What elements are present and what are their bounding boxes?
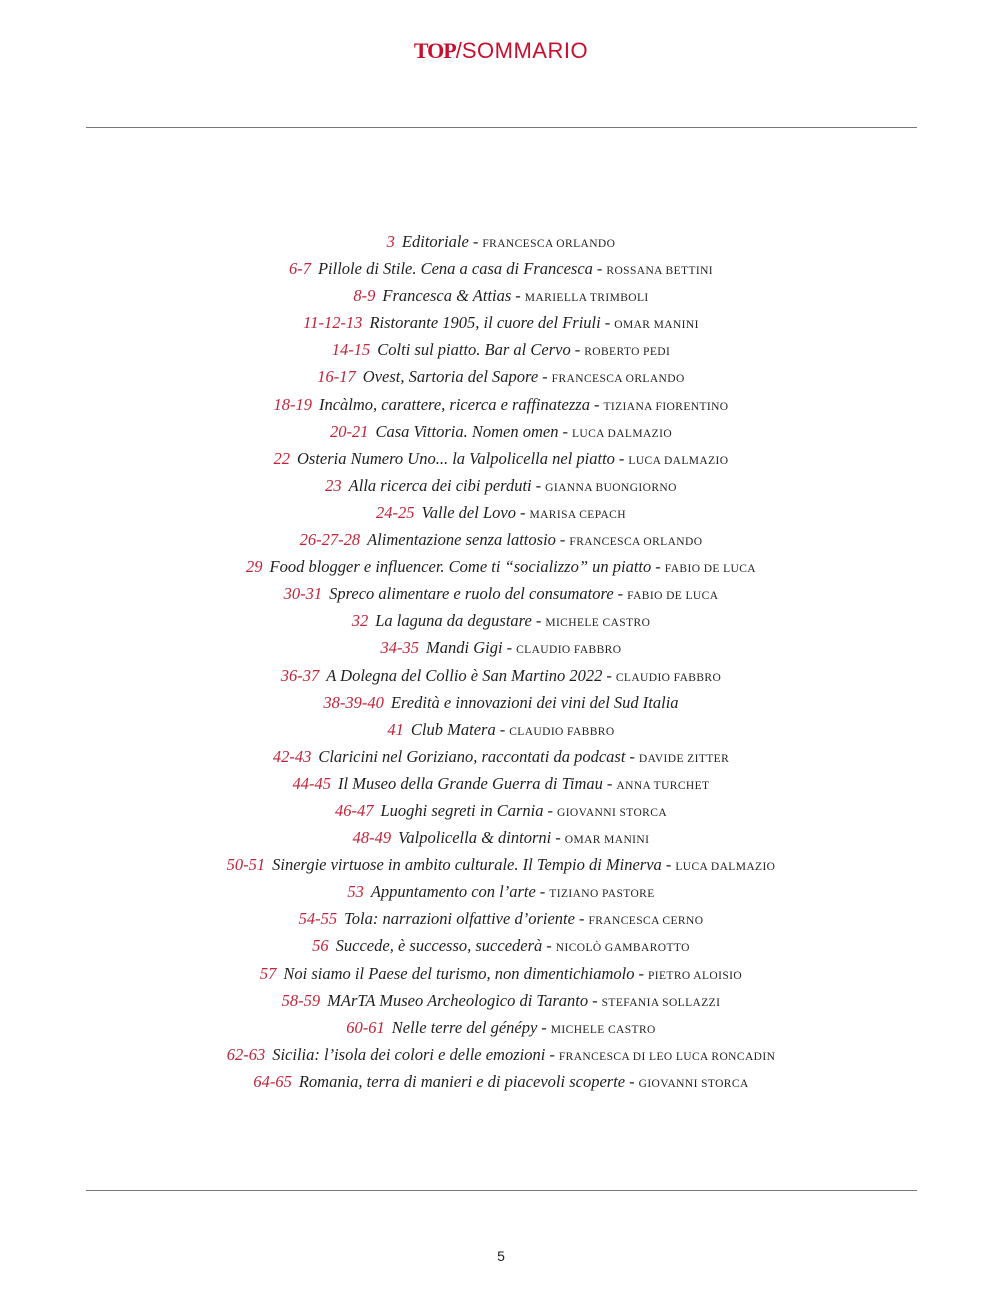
toc-separator: - (604, 313, 611, 333)
toc-article-title: Pillole di Stile. Cena a casa di Francesca (317, 259, 593, 279)
toc-author: FRANCESCA CERNO (588, 915, 704, 928)
toc-page-ref: 58-59 (281, 990, 321, 1010)
toc-author: LUCA DALMAZIO (675, 861, 776, 874)
toc-article-title: Casa Vittoria. Nomen omen (375, 421, 559, 441)
toc-article-title: Nelle terre del génépy (391, 1017, 538, 1037)
toc-separator: - (574, 340, 581, 360)
toc-entry (0, 580, 1002, 607)
toc-article-title: Tola: narrazioni olfattive d’oriente (344, 909, 575, 929)
toc-author: FRANCESCA DI LEO LUCA RONCADIN (558, 1050, 776, 1063)
toc-page-ref: 42-43 (272, 746, 312, 766)
toc-separator: - (559, 530, 566, 550)
toc-separator: - (515, 286, 521, 306)
toc-separator: - (638, 963, 644, 983)
brand-logo: TOP (413, 38, 456, 63)
toc-page-ref: 14-15 (331, 340, 371, 360)
toc-entry (0, 309, 1002, 336)
toc-author: GIOVANNI STORCA (556, 806, 668, 819)
toc-entry (0, 228, 1002, 255)
toc-page-ref: 22 (273, 448, 290, 468)
toc-entry (0, 363, 1002, 390)
toc-page-ref: 62-63 (226, 1044, 266, 1064)
toc-entry (0, 905, 1002, 932)
toc-page-ref: 11-12-13 (303, 313, 363, 333)
toc-separator: - (606, 665, 612, 685)
toc-page-ref: 36-37 (280, 665, 320, 685)
toc-author: FRANCESCA ORLANDO (551, 373, 685, 386)
toc-page-ref: 30-31 (283, 584, 323, 604)
toc-entry (0, 932, 1002, 959)
toc-article-title: Claricini nel Goriziano, raccontati da podcast (318, 746, 626, 766)
toc-author: DAVIDE ZITTER (638, 752, 730, 765)
toc-entry (0, 770, 1002, 797)
toc-entry (0, 824, 1002, 851)
toc-author: LUCA DALMAZIO (628, 454, 729, 467)
toc-page-ref: 18-19 (273, 394, 312, 414)
table-of-contents (0, 228, 1002, 1095)
toc-article-title: Noi siamo il Paese del turismo, non dimentichiamolo (283, 963, 635, 983)
top-divider (86, 127, 917, 128)
toc-separator: - (596, 259, 603, 279)
toc-page-ref: 50-51 (226, 855, 266, 875)
toc-article-title: MArTA Museo Archeologico di Taranto (327, 990, 589, 1010)
toc-page-ref: 3 (386, 232, 395, 251)
toc-separator: - (541, 1017, 547, 1037)
toc-page-ref: 48-49 (352, 828, 392, 848)
toc-separator: - (655, 557, 661, 577)
toc-article-title: Sinergie virtuose in ambito culturale. Il Tempio di Minerva (272, 855, 662, 875)
toc-separator: - (617, 584, 624, 604)
toc-author: ROBERTO PEDI (584, 346, 671, 359)
toc-article-title: Editoriale (401, 232, 469, 251)
toc-separator: - (618, 448, 625, 468)
toc-author: ROSSANA BETTINI (606, 265, 714, 278)
toc-separator: - (506, 638, 513, 658)
toc-separator: - (547, 800, 553, 820)
toc-author: MARISA CEPACH (529, 508, 626, 521)
toc-page-ref: 38-39-40 (323, 692, 384, 712)
toc-author: LUCA DALMAZIO (571, 427, 673, 440)
toc-separator: - (629, 1071, 635, 1091)
toc-entry (0, 445, 1002, 472)
toc-separator: - (549, 1044, 555, 1064)
toc-separator: - (539, 882, 546, 902)
toc-author: FRANCESCA ORLANDO (482, 238, 616, 250)
toc-page-ref: 34-35 (380, 638, 420, 658)
toc-author: GIANNA BUONGIORNO (545, 481, 677, 494)
toc-entry (0, 391, 1002, 418)
toc-page-ref: 24-25 (376, 502, 415, 522)
toc-entry (0, 797, 1002, 824)
toc-entry (0, 1041, 1002, 1068)
toc-author: MICHELE CASTRO (545, 617, 651, 630)
toc-article-title: A Dolegna del Collio è San Martino 2022 (326, 665, 603, 685)
toc-separator: - (535, 611, 542, 631)
toc-page-ref: 8-9 (353, 286, 376, 306)
toc-page-ref: 53 (347, 882, 364, 902)
toc-entry (0, 689, 1002, 716)
toc-entry (0, 987, 1002, 1014)
toc-separator: - (535, 475, 542, 495)
toc-author: CLAUDIO FABBRO (509, 725, 615, 738)
toc-author: FABIO DE LUCA (664, 563, 757, 576)
toc-article-title: Succede, è successo, succederà (335, 936, 543, 956)
toc-separator: - (499, 719, 506, 739)
toc-article-title: Sicilia: l’isola dei colori e delle emozioni (272, 1044, 546, 1064)
toc-article-title: Club Matera (410, 719, 496, 739)
section-title: SOMMARIO (461, 38, 589, 63)
toc-entry (0, 418, 1002, 445)
toc-author: ANNA TURCHET (616, 779, 710, 792)
toc-page-ref: 26-27-28 (299, 530, 361, 550)
toc-article-title: Food blogger e influencer. Come ti “socializzo” un piatto (269, 557, 652, 577)
toc-article-title: Ovest, Sartoria del Sapore (362, 367, 539, 387)
toc-page-ref: 23 (325, 475, 342, 495)
toc-page-ref: 6-7 (288, 259, 311, 279)
toc-author: MICHELE CASTRO (550, 1023, 656, 1036)
toc-author: GIOVANNI STORCA (638, 1077, 749, 1090)
toc-page-ref: 29 (245, 557, 263, 577)
toc-entry (0, 960, 1002, 987)
toc-article-title: Spreco alimentare e ruolo del consumatore (329, 584, 614, 604)
toc-entry (0, 553, 1002, 580)
toc-separator: - (546, 936, 552, 956)
toc-entry (0, 336, 1002, 363)
page-header (0, 36, 1002, 66)
toc-separator: - (542, 367, 548, 387)
toc-page-ref: 44-45 (292, 773, 331, 793)
toc-entry (0, 851, 1002, 878)
toc-separator: - (578, 909, 585, 929)
toc-author: TIZIANA FIORENTINO (603, 400, 729, 413)
toc-separator: - (562, 421, 568, 441)
toc-article-title: Incàlmo, carattere, ricerca e raffinatezza (318, 394, 590, 414)
toc-entry (0, 743, 1002, 770)
toc-separator: - (665, 855, 672, 875)
toc-separator: - (593, 394, 600, 414)
toc-article-title: Romania, terra di manieri e di piacevoli scoperte (298, 1071, 626, 1091)
toc-article-title: Ristorante 1905, il cuore del Friuli (369, 313, 601, 333)
toc-author: NICOLÒ GAMBAROTTO (555, 942, 690, 955)
toc-page-ref: 60-61 (346, 1017, 385, 1037)
toc-entry (0, 1014, 1002, 1041)
toc-author: CLAUDIO FABBRO (516, 644, 622, 657)
toc-article-title: La laguna da degustare (375, 611, 532, 631)
toc-article-title: Valpolicella & dintorni (398, 828, 552, 848)
toc-entry (0, 662, 1002, 689)
toc-separator: - (519, 502, 526, 522)
toc-author: TIZIANO PASTORE (549, 888, 655, 901)
toc-page-ref: 16-17 (317, 367, 356, 387)
toc-page-ref: 32 (351, 611, 369, 631)
page-number: 5 (497, 1248, 505, 1264)
toc-entry (0, 716, 1002, 743)
toc-separator: - (472, 232, 479, 251)
toc-entry (0, 607, 1002, 634)
toc-separator: - (555, 828, 561, 848)
toc-entry (0, 878, 1002, 905)
toc-author: OMAR MANINI (564, 834, 650, 847)
bottom-divider (86, 1190, 917, 1191)
toc-page-ref: 20-21 (329, 421, 369, 441)
toc-author: FRANCESCA ORLANDO (569, 536, 703, 549)
toc-page-ref: 57 (259, 963, 277, 983)
toc-page-ref: 64-65 (253, 1071, 292, 1091)
toc-article-title: Osteria Numero Uno... la Valpolicella nel piatto (297, 448, 615, 468)
toc-separator: - (606, 773, 613, 793)
toc-page-ref: 41 (387, 719, 404, 739)
toc-author: OMAR MANINI (614, 319, 699, 332)
toc-article-title: Appuntamento con l’arte (370, 882, 536, 902)
toc-page-ref: 56 (312, 936, 329, 956)
toc-page-ref: 54-55 (298, 909, 338, 929)
toc-author: CLAUDIO FABBRO (615, 671, 722, 684)
toc-article-title: Il Museo della Grande Guerra di Timau (338, 773, 603, 793)
toc-article-title: Eredità e innovazioni dei vini del Sud Italia (390, 692, 679, 712)
toc-author: PIETRO ALOISIO (647, 969, 743, 982)
toc-article-title: Valle del Lovo (421, 502, 516, 522)
toc-article-title: Luoghi segreti in Carnia (380, 800, 544, 820)
toc-article-title: Alimentazione senza lattosio (367, 530, 556, 550)
toc-separator: - (592, 990, 598, 1010)
toc-entry (0, 499, 1002, 526)
toc-entry (0, 526, 1002, 553)
toc-article-title: Francesca & Attias (382, 286, 512, 306)
toc-separator: - (629, 746, 635, 766)
toc-article-title: Alla ricerca dei cibi perduti (348, 475, 532, 495)
toc-article-title: Colti sul piatto. Bar al Cervo (377, 340, 571, 360)
toc-author: MARIELLA TRIMBOLI (524, 292, 649, 305)
toc-entry (0, 255, 1002, 282)
toc-author: FABIO DE LUCA (627, 590, 719, 603)
header-slash: / (455, 38, 462, 63)
toc-entry (0, 1068, 1002, 1095)
toc-article-title: Mandi Gigi (426, 638, 503, 658)
toc-entry (0, 472, 1002, 499)
toc-entry (0, 282, 1002, 309)
toc-page-ref: 46-47 (334, 800, 374, 820)
toc-entry (0, 634, 1002, 661)
toc-author: STEFANIA SOLLAZZI (601, 996, 721, 1009)
